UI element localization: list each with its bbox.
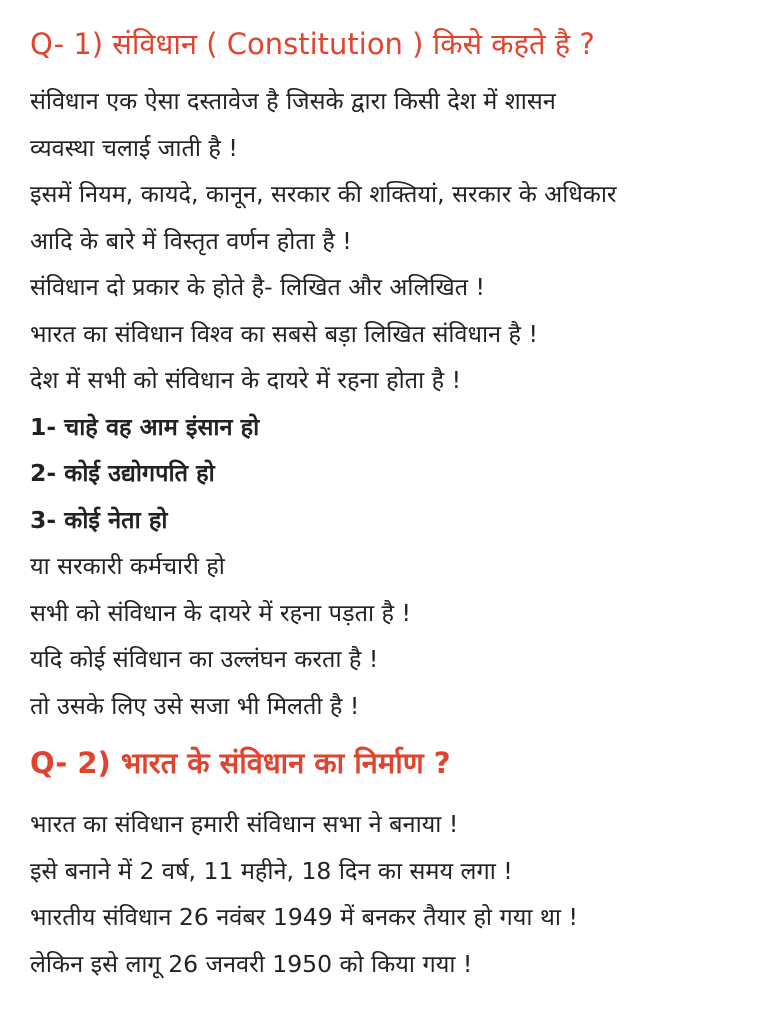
answer-line: भारत का संविधान विश्व का सबसे बड़ा लिखित संविधान है ! (30, 319, 538, 348)
answer-line: व्यवस्था चलाई जाती है ! (30, 133, 238, 162)
question-2-heading: Q- 2) भारत के संविधान का निर्माण ? (30, 746, 451, 780)
list-item-bold: 2- कोई उद्योगपति हो (30, 459, 215, 487)
question-2-answer (30, 801, 748, 987)
answer-line: लेकिन इसे लागू 26 जनवरी 1950 को किया गया ! (30, 949, 473, 978)
answer-line: इसमें नियम, कायदे, कानून, सरकार की शक्तियां, सरकार के अधिकार (30, 180, 617, 208)
list-item-bold: 3- कोई नेता हो (30, 505, 168, 534)
answer-line: भारत का संविधान हमारी संविधान सभा ने बनाया ! (30, 810, 459, 838)
list-item-bold: 1- चाहे वह आम इंसान हो (30, 412, 260, 441)
answer-line: संविधान एक ऐसा दस्तावेज है जिसके द्वारा किसी देश में शासन (30, 87, 556, 115)
answer-line: यदि कोई संविधान का उल्लंघन करता है ! (30, 645, 379, 673)
answer-line: भारतीय संविधान 26 नवंबर 1949 में बनकर तैयार हो गया था ! (30, 903, 578, 931)
answer-line: तो उसके लिए उसे सजा भी मिलती है ! (30, 691, 360, 720)
answer-line: या सरकारी कर्मचारी हो (30, 552, 225, 580)
answer-line: इसे बनाने में 2 वर्ष, 11 महीने, 18 दिन का समय लगा ! (30, 856, 513, 885)
answer-line: सभी को संविधान के दायरे में रहना पड़ता है ! (30, 598, 411, 627)
answer-line: आदि के बारे में विस्तृत वर्णन होता है ! (30, 226, 352, 255)
question-1-heading: Q- 1) संविधान ( Constitution ) किसे कहते है ? (30, 27, 595, 61)
answer-line: संविधान दो प्रकार के होते है- लिखित और अलिखित ! (30, 273, 485, 301)
question-1-answer (30, 78, 748, 729)
answer-line: देश में सभी को संविधान के दायरे में रहना होता है ! (30, 366, 462, 394)
